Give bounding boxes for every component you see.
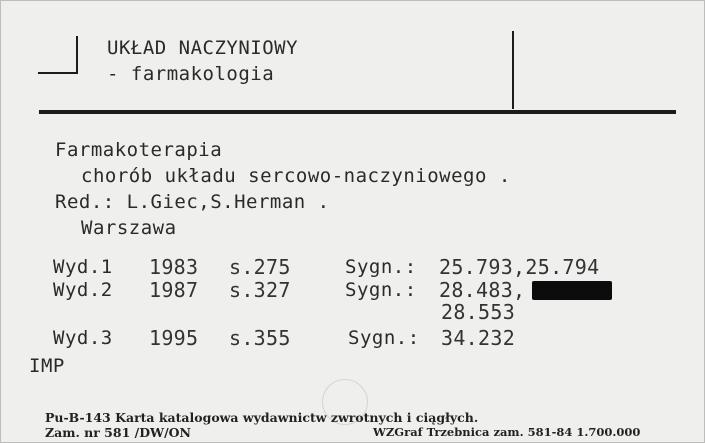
- corner-mark-horizontal: [38, 72, 78, 74]
- subject-heading: UKŁAD NACZYNIOWY: [107, 37, 299, 59]
- edition-1-label: Wyd.1: [53, 256, 113, 278]
- edition-3-sygn-label: Sygn.:: [348, 327, 420, 349]
- edition-2-sygn-label: Sygn.:: [345, 279, 417, 301]
- edition-3-sygn: 34.232: [441, 326, 516, 350]
- entry-title-line2: chorób układu sercowo-naczyniowego .: [81, 165, 511, 187]
- footer-order: Zam. nr 581 /DW/ON: [45, 425, 191, 440]
- edition-2-sygn-cont: 28.553: [441, 300, 516, 324]
- edition-1-sygn: 25.793,25.794: [439, 255, 600, 279]
- edition-1-year: 1983: [149, 255, 199, 279]
- header-divider-vertical: [512, 31, 514, 109]
- edition-3-label: Wyd.3: [53, 327, 113, 349]
- edition-2-sygn: 28.483,: [439, 278, 526, 302]
- edition-1-sygn-label: Sygn.:: [345, 256, 417, 278]
- footer-printer: WZGraf Trzebnica zam. 581-84 1.700.000: [373, 425, 641, 439]
- edition-2-pages: s.327: [229, 278, 291, 302]
- entry-title-line1: Farmakoterapia: [55, 139, 223, 161]
- edition-2-year: 1987: [149, 278, 199, 302]
- edition-3-year: 1995: [149, 326, 199, 350]
- edition-1-pages: s.275: [229, 255, 291, 279]
- header-rule: [39, 110, 676, 114]
- footer-form-line: Pu-B-143 Karta katalogowa wydawnictw zwrotnych i ciągłych.: [45, 410, 479, 425]
- subject-subheading: - farmakologia: [107, 63, 275, 85]
- entry-place: Warszawa: [81, 217, 177, 239]
- imp-mark: IMP: [29, 355, 65, 377]
- corner-mark-vertical: [76, 36, 78, 74]
- entry-editors: Red.: L.Giec,S.Herman .: [55, 191, 330, 213]
- edition-3-pages: s.355: [229, 326, 291, 350]
- edition-2-label: Wyd.2: [53, 279, 113, 301]
- redacted-signature-block: [532, 281, 612, 300]
